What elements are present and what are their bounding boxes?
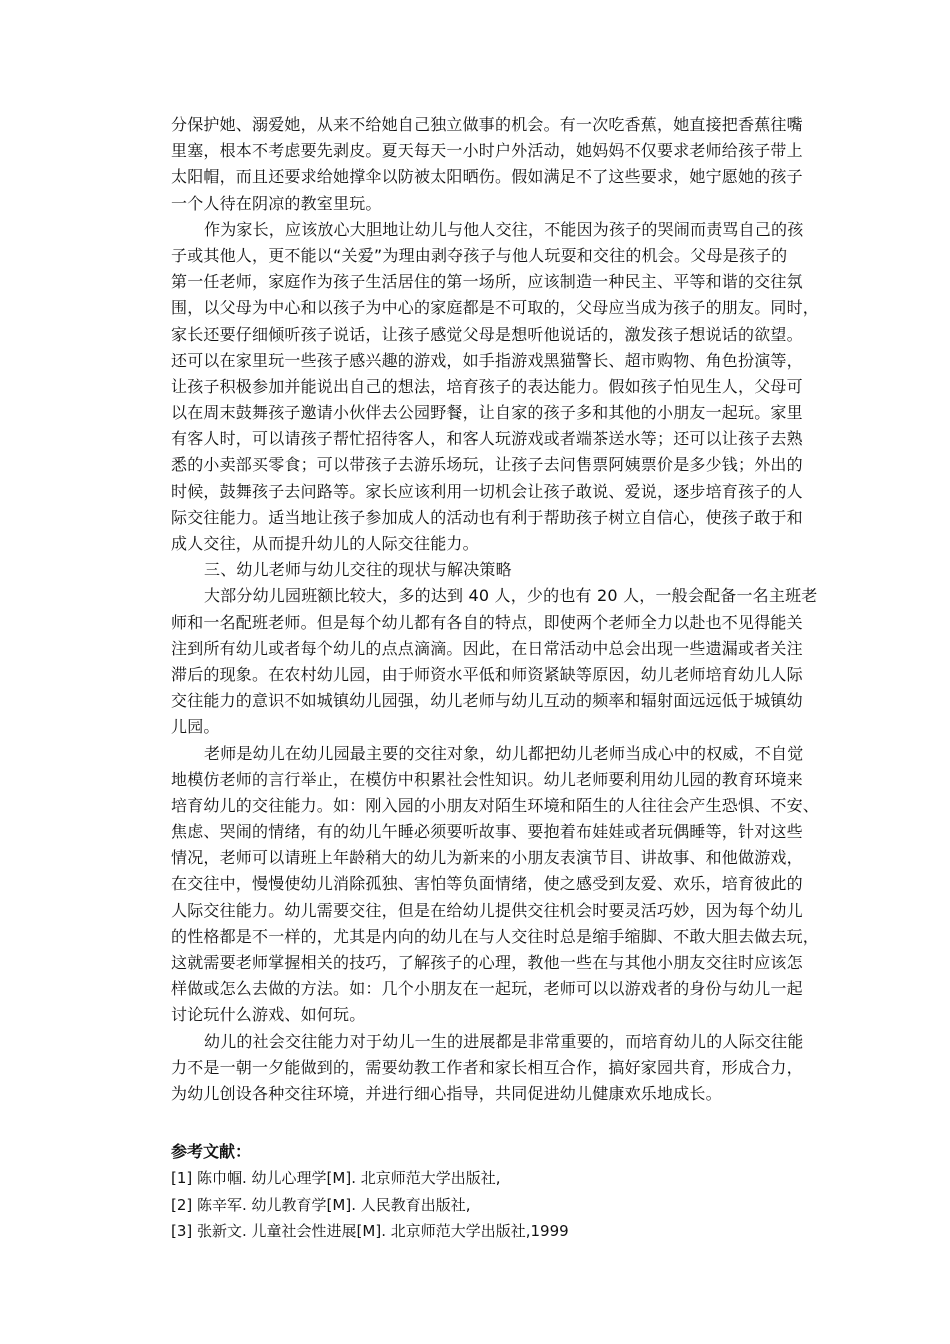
body-line: 师和一名配班老师。但是每个幼儿都有各自的特点，即使两个老师全力以赴也不见得能关 (171, 612, 803, 632)
body-line: 悉的小卖部买零食；可以带孩子去游乐场玩，让孩子去问售票阿姨票价是多少钱；外出的 (171, 455, 803, 475)
body-line: 太阳帽，而且还要求给她撑伞以防被太阳晒伤。假如满足不了这些要求，她宁愿她的孩子 (171, 167, 803, 187)
body-line: 样做或怎么去做的方法。如：几个小朋友在一起玩，老师可以以游戏者的身份与幼儿一起 (171, 979, 803, 999)
body-line: 人际交往能力。幼儿需要交往，但是在给幼儿提供交往机会时要灵活巧妙，因为每个幼儿 (171, 900, 803, 920)
body-line: 力不是一朝一夕能做到的，需要幼教工作者和家长相互合作，搞好家园共育，形成合力， (171, 1057, 803, 1077)
section-heading: 三、幼儿老师与幼儿交往的现状与解决策略 (204, 560, 512, 580)
body-line: 里塞，根本不考虑要先剥皮。夏天每天一小时户外活动，她妈妈不仅要求老师给孩子带上 (171, 141, 803, 161)
body-line: 大部分幼儿园班额比较大，多的达到 40 人，少的也有 20 人，一般会配备一名主班老 (204, 586, 818, 606)
body-line: 让孩子积极参加并能说出自己的想法，培育孩子的表达能力。假如孩子怕见生人，父母可 (171, 376, 803, 396)
body-line: 围，以父母为中心和以孩子为中心的家庭都是不可取的，父母应当成为孩子的朋友。同时， (171, 298, 820, 318)
body-line: 家长还要仔细倾听孩子说话，让孩子感觉父母是想听他说话的，激发孩子想说话的欲望。 (171, 324, 803, 344)
body-line: 儿园。 (171, 717, 220, 737)
body-line: 幼儿的社会交往能力对于幼儿一生的进展都是非常重要的，而培育幼儿的人际交往能 (204, 1031, 804, 1051)
body-line: 的性格都是不一样的，尤其是内向的幼儿在与人交往时总是缩手缩脚、不敢大胆去做去玩， (171, 926, 820, 946)
body-line: 作为家长，应该放心大胆地让幼儿与他人交往，不能因为孩子的哭闹而责骂自己的孩 (204, 219, 804, 239)
reference-item: [2] 陈辛军. 幼儿教育学[M]. 人民教育出版社, (171, 1195, 471, 1214)
body-line: 地模仿老师的言行举止，在模仿中积累社会性知识。幼儿老师要利用幼儿园的教育环境来 (171, 769, 803, 789)
body-line: 有客人时，可以请孩子帮忙招待客人，和客人玩游戏或者端茶送水等；还可以让孩子去熟 (171, 429, 803, 449)
body-line: 培育幼儿的交往能力。如：刚入园的小朋友对陌生环境和陌生的人往往会产生恐惧、不安、 (171, 795, 820, 815)
body-line: 这就需要老师掌握相关的技巧，了解孩子的心理，教他一些在与其他小朋友交往时应该怎 (171, 953, 803, 972)
body-line: 在交往中，慢慢使幼儿消除孤独、害怕等负面情绪，使之感受到友爱、欢乐，培育彼此的 (171, 874, 803, 894)
body-line: 讨论玩什么游戏、如何玩。 (171, 1005, 366, 1025)
body-line: 滞后的现象。在农村幼儿园，由于师资水平低和师资紧缺等原因，幼儿老师培育幼儿人际 (171, 664, 803, 684)
body-line: 注到所有幼儿或者每个幼儿的点点滴滴。因此，在日常活动中总会出现一些遗漏或者关注 (171, 638, 803, 658)
body-line: 子或其他人，更不能以“关爱”为理由剥夺孩子与他人玩耍和交往的机会。父母是孩子的 (171, 245, 788, 265)
body-line: 际交往能力。适当地让孩子参加成人的活动也有利于帮助孩子树立自信心，使孩子敢于和 (171, 507, 803, 527)
document-body (171, 112, 843, 1245)
body-line: 还可以在家里玩一些孩子感兴趣的游戏，如手指游戏黑猫警长、超市购物、角色扮演等， (171, 350, 803, 370)
body-line: 第一任老师，家庭作为孩子生活居住的第一场所，应该制造一种民主、平等和谐的交往氛 (171, 272, 803, 292)
body-line: 情况，老师可以请班上年龄稍大的幼儿为新来的小朋友表演节目、讲故事、和他做游戏， (171, 848, 803, 868)
body-line: 分保护她、溺爱她，从来不给她自己独立做事的机会。有一次吃香蕉，她直接把香蕉往嘴 (171, 115, 803, 134)
body-line: 为幼儿创设各种交往环境，并进行细心指导，共同促进幼儿健康欢乐地成长。 (171, 1083, 722, 1103)
reference-item: [3] 张新文. 儿童社会性进展[M]. 北京师范大学出版社,1999 (171, 1222, 569, 1241)
body-line: 成人交往，从而提升幼儿的人际交往能力。 (171, 534, 479, 553)
body-line: 一个人待在阴凉的教室里玩。 (171, 193, 382, 213)
body-line: 以在周末鼓舞孩子邀请小伙伴去公园野餐，让自家的孩子多和其他的小朋友一起玩。家里 (171, 403, 803, 423)
body-line: 老师是幼儿在幼儿园最主要的交往对象，幼儿都把幼儿老师当成心中的权威，不自觉 (204, 743, 804, 763)
body-line: 时候，鼓舞孩子去问路等。家长应该利用一切机会让孩子敢说、爱说，逐步培育孩子的人 (171, 481, 803, 501)
references-title: 参考文献： (171, 1142, 252, 1162)
reference-item: [1] 陈巾帼. 幼儿心理学[M]. 北京师范大学出版社, (171, 1169, 501, 1188)
body-line: 交往能力的意识不如城镇幼儿园强，幼儿老师与幼儿互动的频率和辐射面远远低于城镇幼 (171, 691, 803, 711)
references-section (171, 1138, 843, 1245)
body-line: 焦虑、哭闹的情绪，有的幼儿午睡必须要听故事、要抱着布娃娃或者玩偶睡等，针对这些 (171, 822, 803, 842)
